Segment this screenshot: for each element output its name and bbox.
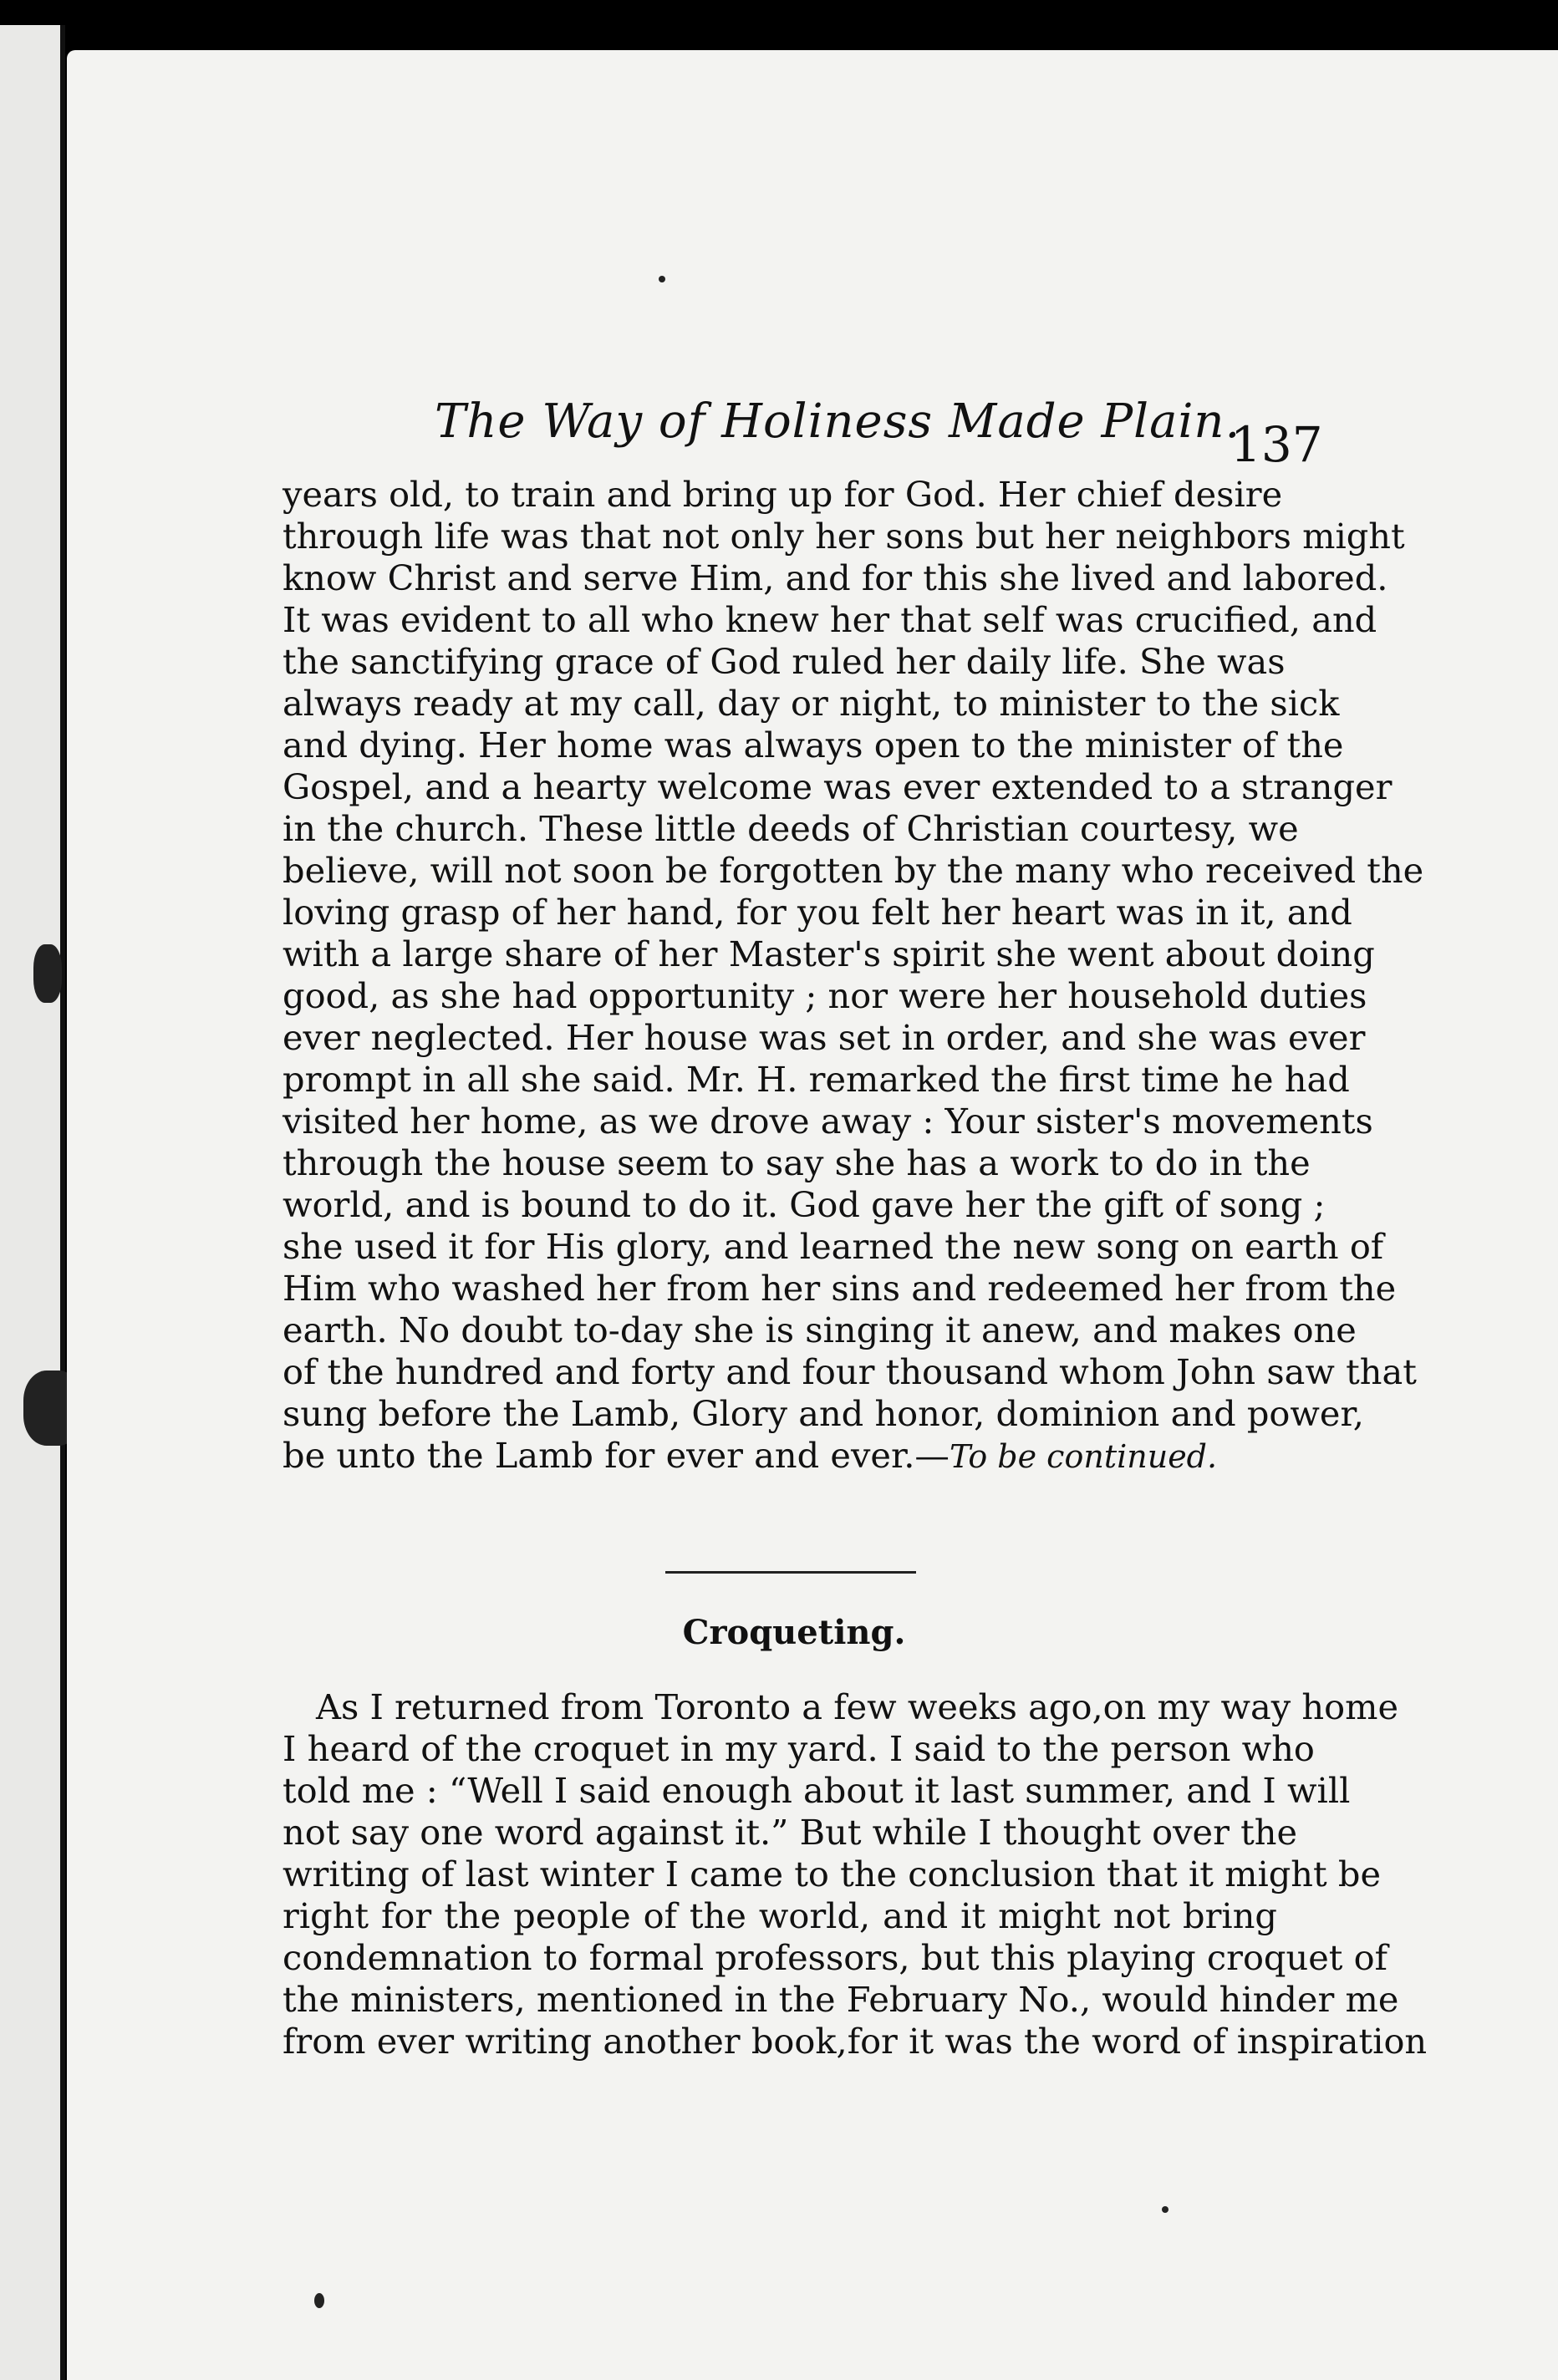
body-line: believe, will not soon be forgotten by the many who received the — [283, 850, 1424, 891]
to-be-continued: To be continued. — [949, 1438, 1218, 1475]
body-line: loving grasp of her hand, for you felt her heart was in it, and — [283, 892, 1352, 933]
section-line: right for the people of the world, and it might not bring — [283, 1895, 1277, 1936]
left-page-edge — [0, 25, 65, 2380]
body-line: through life was that not only her sons but her neighbors might — [283, 516, 1405, 557]
body-line: with a large share of her Master's spirit she went about doing — [283, 933, 1375, 974]
section-line: told me : “Well I said enough about it last summer, and I will — [283, 1770, 1351, 1811]
section-line: the ministers, mentioned in the February No., would hinder me — [283, 1979, 1399, 2020]
section-divider — [665, 1571, 916, 1574]
body-line: world, and is bound to do it. God gave her the gift of song ; — [283, 1184, 1326, 1225]
body-line: of the hundred and forty and four thousand whom John saw that — [283, 1351, 1417, 1392]
section-line: writing of last winter I came to the conclusion that it might be — [283, 1854, 1381, 1894]
body-last-line — [283, 1435, 1277, 1477]
body-line: she used it for His glory, and learned the new song on earth of — [283, 1226, 1384, 1267]
body-line: years old, to train and bring up for God. Her chief desire — [283, 474, 1283, 515]
running-title: The Way of Holiness Made Plain. — [435, 394, 1241, 449]
body-line: It was evident to all who knew her that self was crucified, and — [283, 599, 1377, 640]
ink-speck — [659, 276, 665, 282]
body-line: Him who washed her from her sins and redeemed her from the — [283, 1268, 1397, 1309]
body-line: sung before the Lamb, Glory and honor, dominion and power, — [283, 1393, 1364, 1434]
body-line: the sanctifying grace of God ruled her daily life. She was — [283, 641, 1286, 682]
body-line: visited her home, as we drove away : Your sister's movements — [283, 1101, 1373, 1142]
body-line: know Christ and serve Him, and for this she lived and labored. — [283, 557, 1388, 598]
body-line: good, as she had opportunity ; nor were her household duties — [283, 975, 1367, 1016]
ink-speck — [1162, 2206, 1168, 2213]
ink-speck — [314, 2293, 324, 2308]
body-line: prompt in all she said. Mr. H. remarked the first time he had — [283, 1059, 1350, 1100]
section-line: not say one word against it.” But while I thought over the — [283, 1812, 1298, 1853]
section-line: condemnation to formal professors, but this playing croquet of — [283, 1937, 1388, 1978]
body-line: earth. No doubt to-day she is singing it anew, and makes one — [283, 1310, 1357, 1350]
body-last-line-text: be unto the Lamb for ever and ever.— — [283, 1435, 950, 1476]
body-line: always ready at my call, day or night, to minister to the sick — [283, 683, 1340, 724]
body-line: Gospel, and a hearty welcome was ever extended to a stranger — [283, 766, 1393, 807]
page-number: 137 — [1230, 416, 1323, 473]
body-line: ever neglected. Her house was set in order, and she was ever — [283, 1017, 1366, 1058]
section-line: As I returned from Toronto a few weeks ago,on my way home — [316, 1686, 1399, 1727]
binding-mark — [33, 944, 62, 1003]
body-line: in the church. These little deeds of Christian courtesy, we — [283, 808, 1299, 849]
section-line: I heard of the croquet in my yard. I said to the person who — [283, 1728, 1315, 1769]
section-line: from ever writing another book,for it was the word of inspiration — [283, 2021, 1428, 2062]
body-line: and dying. Her home was always open to the minister of the — [283, 725, 1344, 765]
section-heading: Croqueting. — [682, 1613, 906, 1652]
body-line: through the house seem to say she has a work to do in the — [283, 1142, 1311, 1183]
